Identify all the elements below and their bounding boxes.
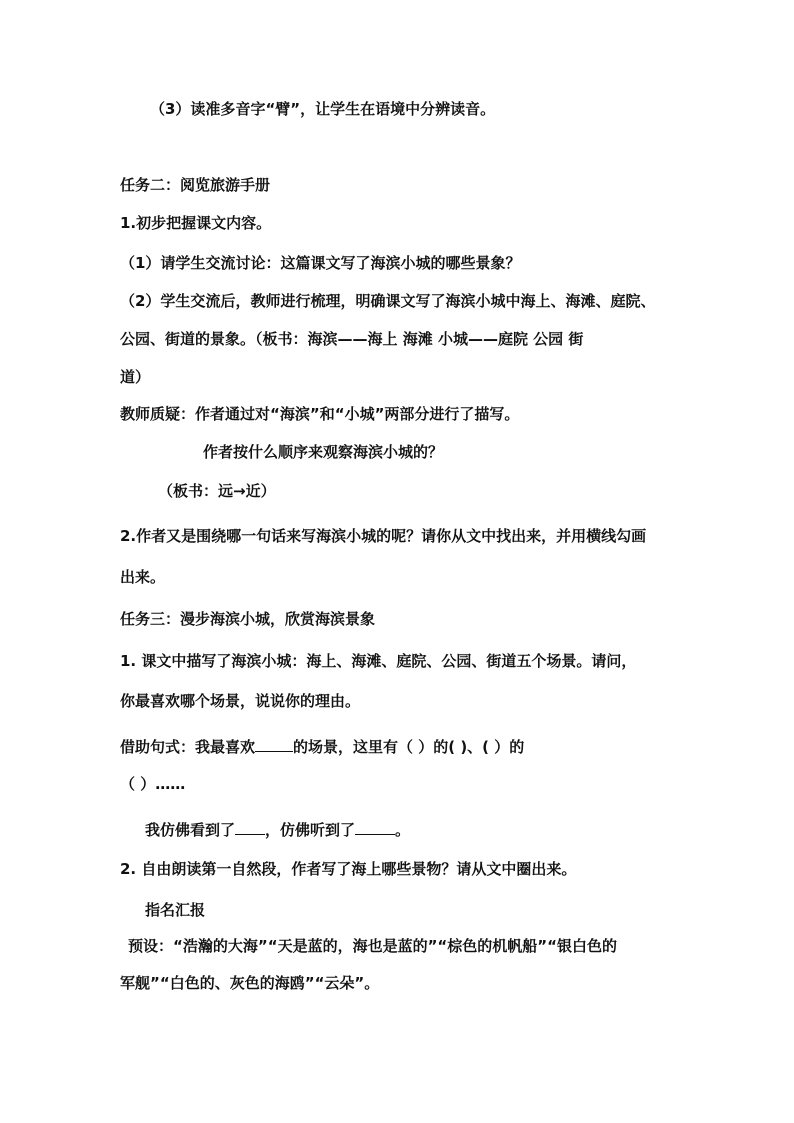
- sentence-pattern-text-5: 。: [395, 821, 411, 839]
- task2-item1: 1.初步把握课文内容。: [120, 214, 272, 232]
- task2-sub2-line1: （2）学生交流后，教师进行梳理，明确课文写了海滨小城中海上、海滩、庭院、: [120, 292, 656, 310]
- sentence-pattern-line1: [120, 735, 524, 757]
- fill-blank: [355, 818, 395, 835]
- task3-item1-line2: 你最喜欢哪个场景，说说你的理由。: [120, 692, 361, 710]
- sentence-pattern-line3: [145, 818, 410, 840]
- fill-blank: [255, 735, 293, 752]
- preset-line2: 军舰”“白色的、灰色的海鸥”“云朵”。: [120, 974, 380, 992]
- sentence-pattern-text-3: 我仿佛看到了: [145, 821, 236, 839]
- preset-line1: 预设：“浩瀚的大海”“天是蓝的，海也是蓝的”“棕色的机帆船”“银白色的: [128, 937, 618, 955]
- task2-sub2-line2: 公园、街道的景象。（板书：海滨——海上 海滩 小城——庭院 公园 街: [120, 330, 584, 348]
- teacher-question: 教师质疑：作者通过对“海滨”和“小城”两部分进行了描写。: [120, 405, 520, 423]
- paragraph-polyphone: （3）读准多音字“臂”，让学生在语境中分辨读音。: [150, 100, 496, 118]
- task2-sub1: （1）请学生交流讨论：这篇课文写了海滨小城的哪些景象？: [120, 254, 521, 272]
- task2-heading: 任务二：阅览旅游手册: [120, 176, 271, 194]
- task2-item2-line2: 出来。: [120, 568, 166, 586]
- task2-sub2-line3: 道）: [120, 368, 151, 386]
- sentence-pattern-text-1: 借助句式：我最喜欢: [120, 738, 256, 756]
- task2-item2-line1: 2.作者又是围绕哪一句话来写海滨小城的呢？请你从文中找出来，并用横线勾画: [120, 527, 647, 545]
- task3-heading: 任务三：漫步海滨小城，欣赏海滨景象: [120, 610, 376, 628]
- report-label: 指名汇报: [145, 901, 206, 919]
- task3-item2: 2. 自由朗读第一自然段，作者写了海上哪些景物？请从文中圈出来。: [120, 860, 577, 878]
- sentence-pattern-text-2: 的场景，这里有（ ）的( )、( ）的: [293, 738, 525, 756]
- fill-blank: [235, 818, 265, 835]
- teacher-question-2: 作者按什么顺序来观察海滨小城的？: [203, 443, 444, 461]
- task3-item1-line1: 1. 课文中描写了海滨小城：海上、海滩、庭院、公园、街道五个场景。请问，: [120, 652, 637, 670]
- sentence-pattern-line2: （ ）……: [120, 775, 186, 793]
- sentence-pattern-text-4: ，仿佛听到了: [265, 821, 356, 839]
- board-note-order: （板书：远→近）: [158, 482, 276, 500]
